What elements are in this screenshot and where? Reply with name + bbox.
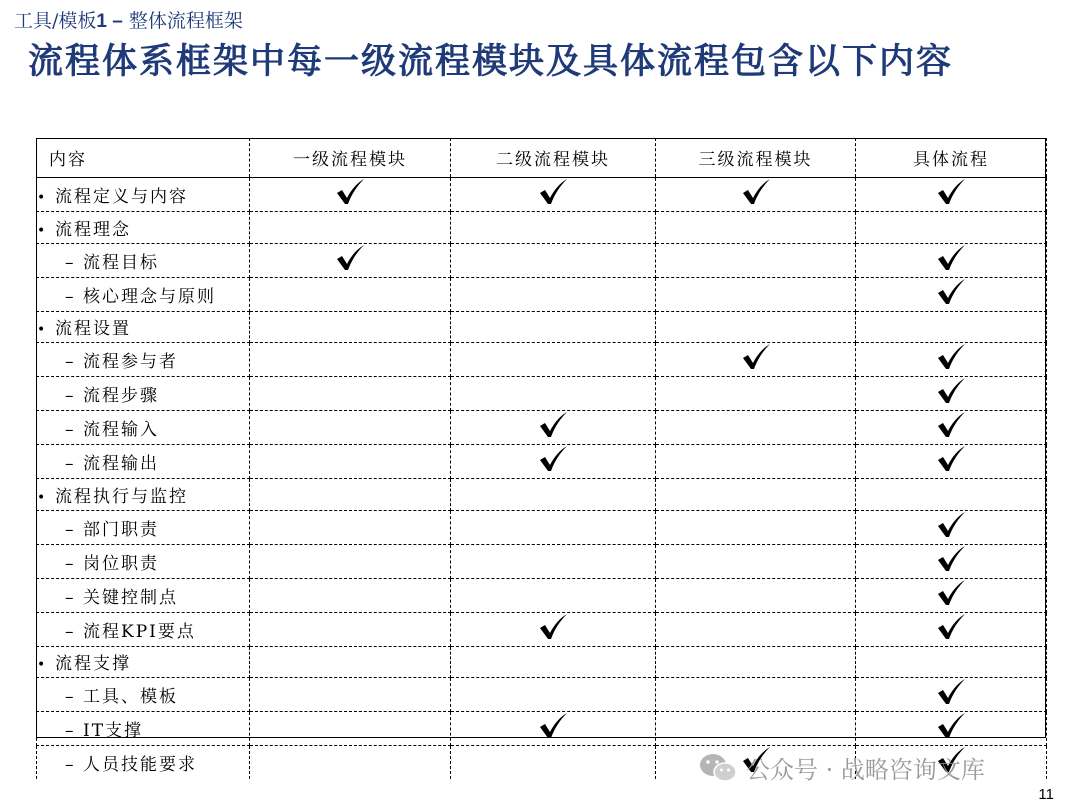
checkmark-icon [537, 712, 569, 740]
table-row [37, 277, 1047, 311]
column-header-content: 内容 [37, 138, 250, 178]
row-label-cell [37, 678, 250, 712]
check-cell [451, 212, 656, 244]
check-cell [656, 510, 856, 544]
table-row [37, 612, 1047, 646]
row-label-cell [37, 411, 250, 445]
table-row [37, 377, 1047, 411]
check-cell [250, 411, 451, 445]
check-cell [856, 544, 1047, 578]
check-cell [451, 277, 656, 311]
checkmark-icon [935, 178, 967, 206]
check-cell [451, 612, 656, 646]
row-label: 流程目标 [83, 252, 159, 273]
dash-marker: – [65, 454, 76, 474]
row-label: 流程步骤 [83, 386, 159, 406]
check-cell [656, 277, 856, 311]
table-row [37, 646, 1047, 678]
row-label: IT支撑 [83, 721, 144, 741]
row-label-cell [37, 479, 250, 511]
row-label-cell [37, 243, 250, 277]
checkmark-icon [935, 411, 967, 439]
bullet-marker: • [37, 322, 48, 339]
check-cell [656, 578, 856, 612]
check-cell [451, 411, 656, 445]
row-label-cell [37, 578, 250, 612]
check-cell [250, 243, 451, 277]
table-row [37, 678, 1047, 712]
row-label: 核心理念与原则 [83, 286, 216, 307]
dash-marker: – [65, 286, 76, 307]
row-label: 流程定义与内容 [55, 187, 188, 207]
row-label-cell [37, 311, 250, 343]
check-cell [656, 243, 856, 277]
row-label-cell [37, 377, 250, 411]
checkmark-icon [740, 343, 772, 371]
dash-marker: – [65, 721, 76, 741]
row-label-cell [37, 544, 250, 578]
column-header-level-3: 三级流程模块 [656, 138, 856, 178]
check-cell [856, 578, 1047, 612]
row-label: 流程输入 [83, 420, 159, 440]
check-cell [656, 343, 856, 377]
row-label: 人员技能要求 [83, 755, 197, 775]
check-cell [451, 445, 656, 479]
checkmark-icon [935, 445, 967, 473]
dash-marker: – [65, 553, 76, 574]
table-row [37, 343, 1047, 377]
check-cell [451, 678, 656, 712]
row-label-cell [37, 445, 250, 479]
row-label: 工具、模板 [83, 687, 178, 707]
check-cell [856, 712, 1047, 746]
check-cell [856, 479, 1047, 511]
watermark-text: 公众号 · 战略咨询文库 [746, 756, 985, 784]
table-row [37, 178, 1047, 212]
check-cell [856, 646, 1047, 678]
check-cell [451, 578, 656, 612]
dash-marker: – [65, 386, 76, 406]
check-cell [451, 311, 656, 343]
row-label-cell [37, 712, 250, 746]
check-cell [250, 445, 451, 479]
check-cell [656, 712, 856, 746]
table-row [37, 479, 1047, 511]
check-cell [250, 612, 451, 646]
checkmark-icon [935, 545, 967, 573]
checkmark-icon [935, 712, 967, 740]
check-cell [451, 479, 656, 511]
check-cell [250, 343, 451, 377]
dash-marker: – [65, 587, 76, 608]
column-header-specific: 具体流程 [856, 138, 1047, 178]
table-header-row [37, 138, 1047, 178]
checkmark-icon [537, 613, 569, 641]
check-cell [250, 678, 451, 712]
check-cell [250, 510, 451, 544]
check-cell [656, 544, 856, 578]
check-cell [250, 712, 451, 746]
page-title: 流程体系框架中每一级流程模块及具体流程包含以下内容 [28, 41, 954, 82]
row-label-cell [37, 212, 250, 244]
checkmark-icon [537, 178, 569, 206]
row-label: 流程参与者 [83, 352, 178, 372]
check-cell [451, 178, 656, 212]
breadcrumb [14, 6, 243, 33]
check-cell [656, 311, 856, 343]
row-label-cell [37, 646, 250, 678]
dash-marker: – [65, 687, 76, 707]
dash-marker: – [65, 755, 76, 775]
dash-marker: – [65, 252, 76, 273]
check-cell [250, 277, 451, 311]
table-row [37, 243, 1047, 277]
check-cell [856, 377, 1047, 411]
checkmark-icon [935, 511, 967, 539]
check-cell [451, 243, 656, 277]
row-label: 流程KPI要点 [83, 621, 196, 642]
check-cell [856, 612, 1047, 646]
check-cell [856, 343, 1047, 377]
check-cell [451, 510, 656, 544]
row-label: 部门职责 [83, 519, 159, 540]
column-header-level-1: 一级流程模块 [250, 138, 451, 178]
check-cell [856, 311, 1047, 343]
table-row [37, 510, 1047, 544]
checkmark-icon [537, 411, 569, 439]
check-cell [451, 646, 656, 678]
row-label-cell [37, 343, 250, 377]
watermark [698, 750, 985, 785]
check-cell [856, 445, 1047, 479]
check-cell [856, 277, 1047, 311]
check-cell [250, 377, 451, 411]
check-cell [856, 678, 1047, 712]
row-label: 流程设置 [55, 319, 131, 340]
table-row [37, 445, 1047, 479]
content-matrix-table [36, 138, 1047, 779]
bullet-marker: • [37, 657, 48, 674]
check-cell [250, 212, 451, 244]
row-label: 流程执行与监控 [55, 486, 188, 507]
check-cell [451, 544, 656, 578]
check-cell [656, 212, 856, 244]
checkmark-icon [935, 678, 967, 706]
check-cell [250, 311, 451, 343]
column-header-level-2: 二级流程模块 [451, 138, 656, 178]
table-body [37, 178, 1047, 780]
row-label-cell [37, 510, 250, 544]
check-cell [856, 178, 1047, 212]
table-row [37, 212, 1047, 244]
check-cell [656, 445, 856, 479]
checkmark-icon [935, 613, 967, 641]
check-cell [250, 646, 451, 678]
check-cell [656, 612, 856, 646]
row-label: 岗位职责 [83, 553, 159, 574]
checkmark-icon [935, 377, 967, 405]
check-cell [656, 411, 856, 445]
bullet-marker: • [37, 190, 48, 206]
breadcrumb-suffix: 整体流程框架 [122, 10, 243, 32]
row-label: 流程输出 [83, 454, 159, 474]
check-cell [250, 544, 451, 578]
check-cell [250, 578, 451, 612]
row-label-cell [37, 277, 250, 311]
check-cell [656, 678, 856, 712]
dash-marker: – [65, 519, 76, 540]
check-cell [656, 646, 856, 678]
dash-marker: – [65, 420, 76, 440]
table-row [37, 578, 1047, 612]
bullet-marker: • [37, 222, 48, 239]
checkmark-icon [537, 445, 569, 473]
row-label: 关键控制点 [83, 587, 178, 608]
dash-marker: – [65, 352, 76, 372]
table-row [37, 311, 1047, 343]
table-row [37, 712, 1047, 746]
wechat-icon [698, 752, 738, 784]
check-cell [451, 746, 656, 780]
breadcrumb-number: 1 – [96, 11, 123, 32]
check-cell [856, 243, 1047, 277]
check-cell [250, 746, 451, 780]
check-cell [656, 479, 856, 511]
check-cell [250, 479, 451, 511]
check-cell [856, 411, 1047, 445]
checkmark-icon [935, 579, 967, 607]
checkmark-icon [935, 278, 967, 306]
checkmark-icon [935, 244, 967, 272]
row-label-cell [37, 612, 250, 646]
check-cell [856, 212, 1047, 244]
breadcrumb-prefix: 工具/模板 [14, 10, 97, 32]
page-number: 11 [1038, 786, 1054, 803]
checkmark-icon [334, 244, 366, 272]
check-cell [856, 510, 1047, 544]
row-label-cell [37, 746, 250, 780]
table-row [37, 544, 1047, 578]
row-label-cell [37, 178, 250, 212]
check-cell [451, 712, 656, 746]
checkmark-icon [935, 343, 967, 371]
check-cell [656, 178, 856, 212]
check-cell [451, 343, 656, 377]
table-row [37, 411, 1047, 445]
row-label: 流程理念 [55, 219, 131, 240]
row-label: 流程支撑 [55, 654, 131, 675]
bullet-marker: • [37, 489, 48, 506]
check-cell [250, 178, 451, 212]
check-cell [656, 377, 856, 411]
checkmark-icon [334, 178, 366, 206]
checkmark-icon [740, 178, 772, 206]
dash-marker: – [65, 621, 76, 642]
check-cell [451, 377, 656, 411]
